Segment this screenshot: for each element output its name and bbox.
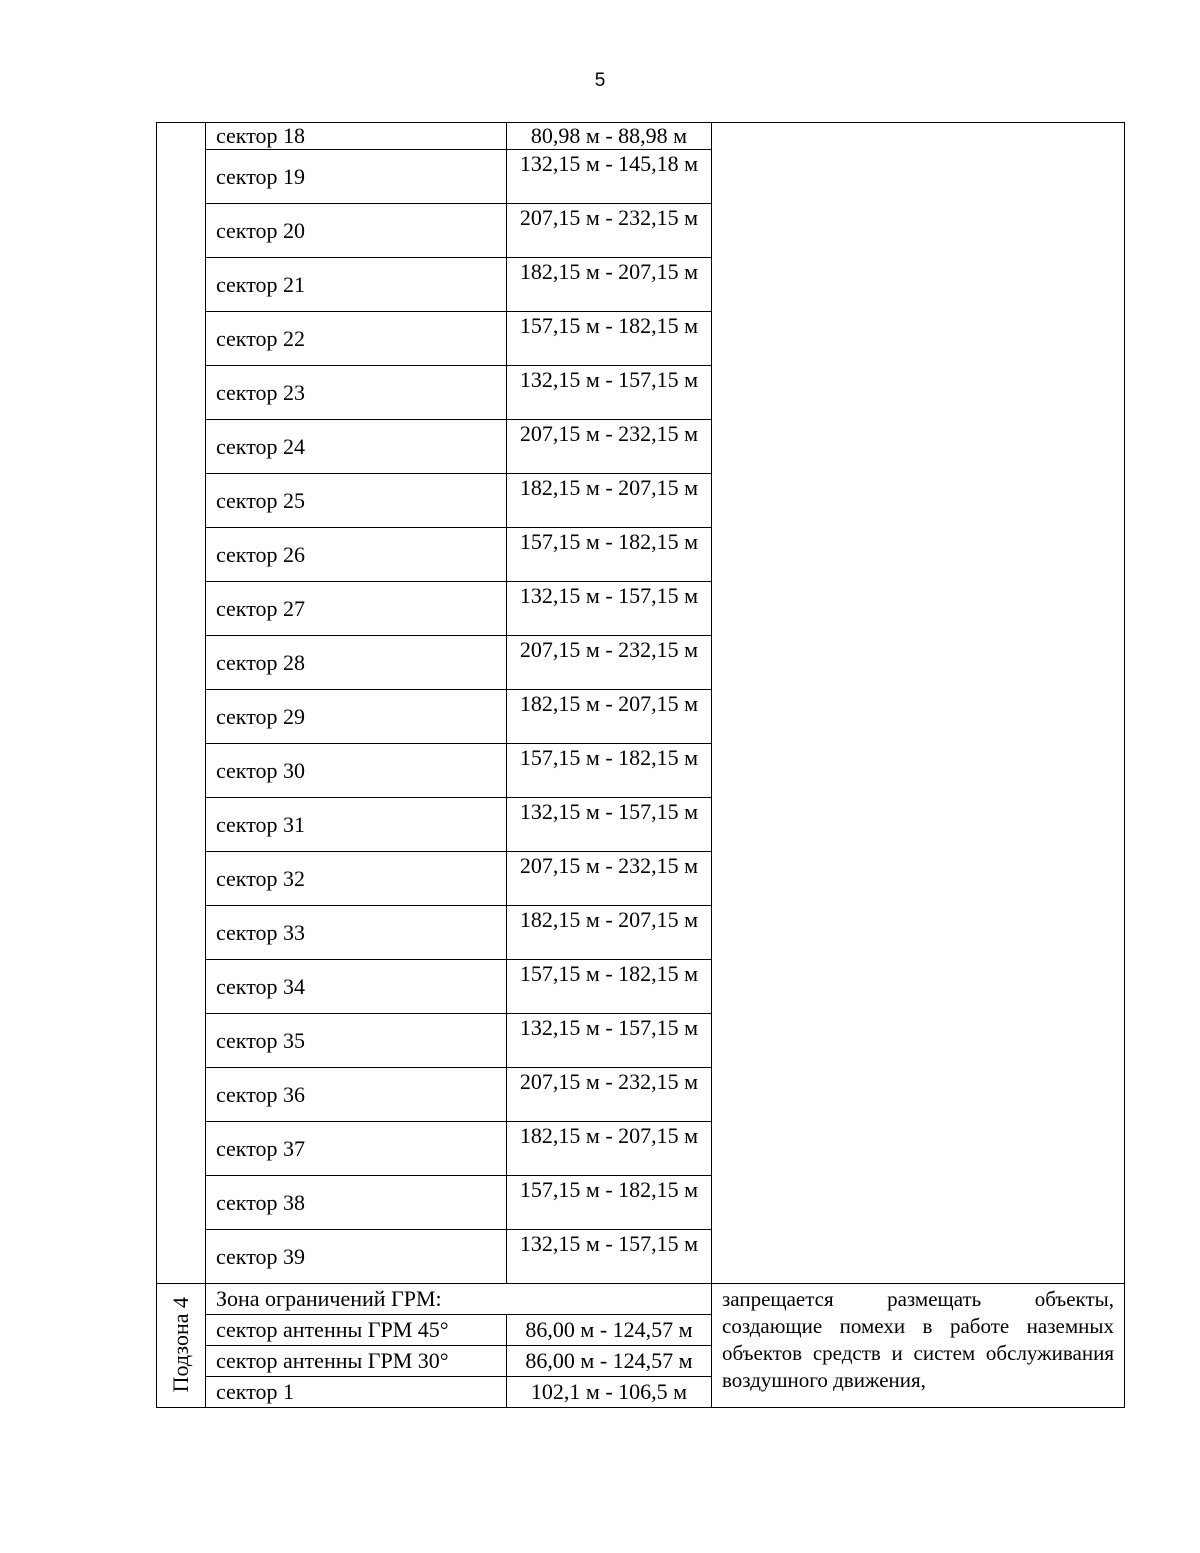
sector-name: сектор 21 — [206, 258, 507, 312]
sector-name: сектор 36 — [206, 1068, 507, 1122]
page-number: 5 — [594, 70, 606, 91]
sector-name: сектор 18 — [206, 123, 507, 150]
table-row — [157, 123, 1125, 150]
sector-name: сектор 29 — [206, 690, 507, 744]
sector-range: 80,98 м - 88,98 м — [507, 123, 712, 150]
sector-name: сектор 28 — [206, 636, 507, 690]
sector-range: 86,00 м - 124,57 м — [507, 1346, 712, 1377]
restrictions-table — [156, 122, 1125, 1408]
sector-name: сектор 19 — [206, 150, 507, 204]
sector-name: сектор 32 — [206, 852, 507, 906]
restriction-description: запрещается размещать объекты, создающие помехи в работе наземных объектов средств и систем обслуживания воздушного движения, — [712, 1284, 1125, 1408]
sector-name: сектор 20 — [206, 204, 507, 258]
zone-label-cell-empty — [157, 123, 206, 1284]
sector-name: сектор 23 — [206, 366, 507, 420]
sector-name: сектор 31 — [206, 798, 507, 852]
table-row — [157, 1284, 1125, 1315]
sector-name: сектор 22 — [206, 312, 507, 366]
sector-range: 157,15 м - 182,15 м — [507, 312, 712, 366]
sector-range: 207,15 м - 232,15 м — [507, 852, 712, 906]
sector-range: 132,15 м - 157,15 м — [507, 1230, 712, 1284]
sector-range: 132,15 м - 157,15 м — [507, 366, 712, 420]
sector-range: 157,15 м - 182,15 м — [507, 528, 712, 582]
sector-range: 207,15 м - 232,15 м — [507, 420, 712, 474]
sector-name: сектор антенны ГРМ 45° — [206, 1315, 507, 1346]
subzone-header: Зона ограничений ГРМ: — [206, 1284, 712, 1315]
sector-range: 132,15 м - 157,15 м — [507, 1014, 712, 1068]
sector-name: сектор 1 — [206, 1377, 507, 1408]
sector-range: 157,15 м - 182,15 м — [507, 1176, 712, 1230]
sector-name: сектор 38 — [206, 1176, 507, 1230]
subzone-label: Подзона 4 — [168, 1296, 193, 1393]
sector-range: 182,15 м - 207,15 м — [507, 690, 712, 744]
sector-name: сектор 35 — [206, 1014, 507, 1068]
sector-name: сектор 25 — [206, 474, 507, 528]
sector-name: сектор 30 — [206, 744, 507, 798]
sector-name: сектор 33 — [206, 906, 507, 960]
sector-range: 132,15 м - 157,15 м — [507, 582, 712, 636]
description-cell-empty — [712, 123, 1125, 1284]
sector-name: сектор 39 — [206, 1230, 507, 1284]
sector-name: сектор 37 — [206, 1122, 507, 1176]
sector-range: 207,15 м - 232,15 м — [507, 204, 712, 258]
sector-range: 182,15 м - 207,15 м — [507, 906, 712, 960]
sector-range: 207,15 м - 232,15 м — [507, 1068, 712, 1122]
sector-range: 207,15 м - 232,15 м — [507, 636, 712, 690]
sector-name: сектор 26 — [206, 528, 507, 582]
sector-range: 182,15 м - 207,15 м — [507, 258, 712, 312]
sector-name: сектор антенны ГРМ 30° — [206, 1346, 507, 1377]
sector-range: 102,1 м - 106,5 м — [507, 1377, 712, 1408]
sector-range: 182,15 м - 207,15 м — [507, 474, 712, 528]
sector-range: 86,00 м - 124,57 м — [507, 1315, 712, 1346]
sector-range: 182,15 м - 207,15 м — [507, 1122, 712, 1176]
zone-label-cell — [157, 1284, 206, 1408]
table-body — [157, 123, 1125, 1408]
sector-name: сектор 24 — [206, 420, 507, 474]
sector-range: 132,15 м - 157,15 м — [507, 798, 712, 852]
sector-name: сектор 34 — [206, 960, 507, 1014]
sector-range: 132,15 м - 145,18 м — [507, 150, 712, 204]
sector-range: 157,15 м - 182,15 м — [507, 960, 712, 1014]
sector-range: 157,15 м - 182,15 м — [507, 744, 712, 798]
sector-name: сектор 27 — [206, 582, 507, 636]
